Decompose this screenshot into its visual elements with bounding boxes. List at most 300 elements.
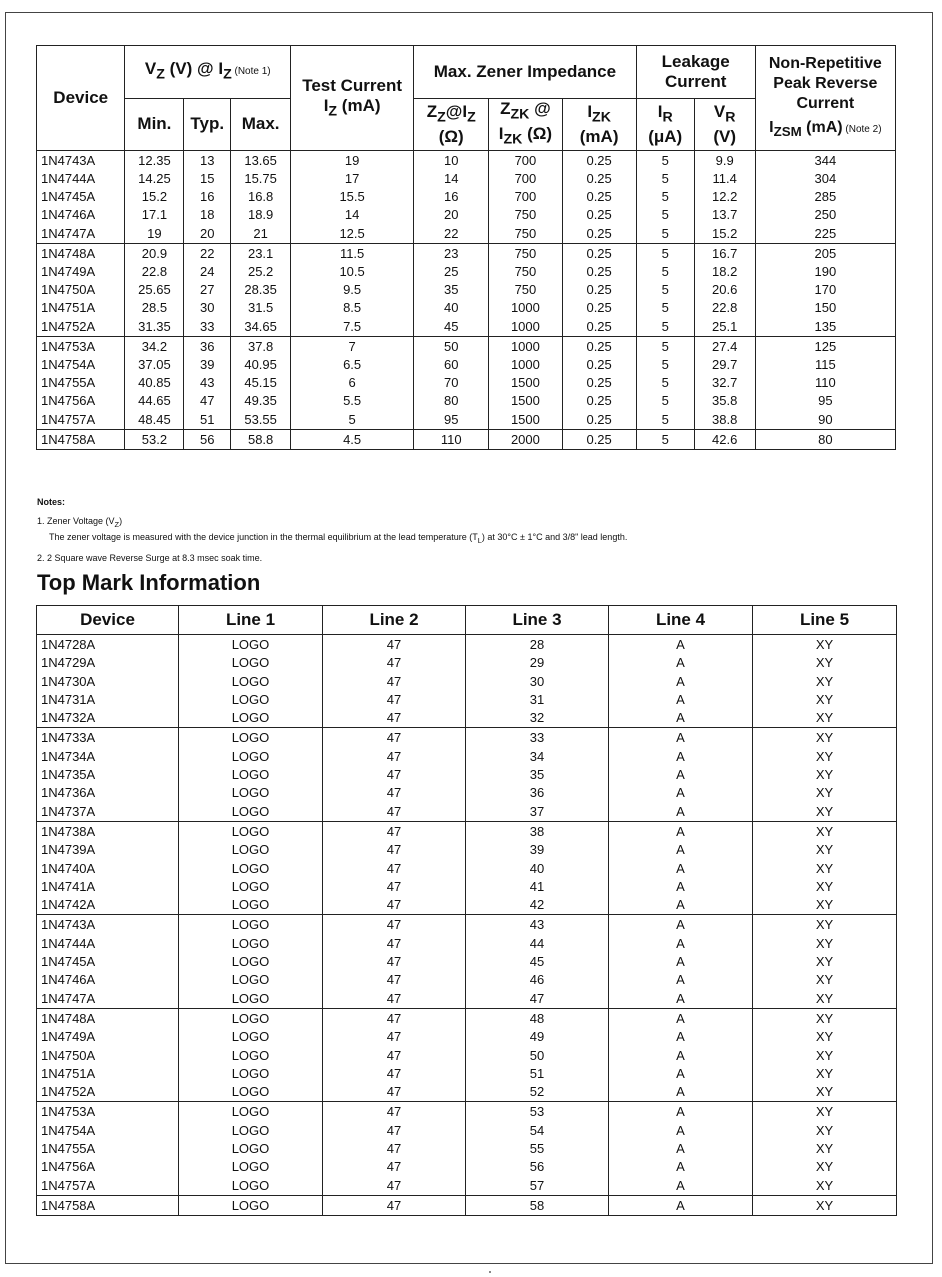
- cell-value: 1N4748A: [41, 245, 96, 261]
- mark-row-group: [37, 635, 897, 728]
- mark-cell-line3: [466, 1195, 609, 1215]
- mark-cell-line5: [753, 821, 897, 914]
- cell-value: 0.25: [586, 189, 612, 205]
- cell-value: 1N4749A: [41, 264, 96, 279]
- cell-value: XY: [815, 1141, 834, 1157]
- mark-header-line-4: Line 4: [609, 606, 753, 635]
- cell-value: 38: [529, 823, 545, 839]
- cell-max: [231, 243, 291, 336]
- cell-value: 1N4737A: [41, 803, 96, 819]
- cell-value: 47: [386, 1141, 402, 1157]
- cell-value: A: [676, 691, 685, 707]
- cell-value: LOGO: [231, 860, 270, 876]
- mark-cell-line2: [323, 1195, 466, 1215]
- cell-value: A: [676, 673, 685, 689]
- cell-value: 1N4751A: [41, 1065, 96, 1081]
- table-row: [37, 429, 896, 449]
- cell-value: LOGO: [231, 748, 270, 764]
- cell-value: 37.8: [247, 338, 274, 354]
- specs-row-group: [37, 150, 896, 243]
- cell-value: 31.5: [247, 300, 274, 316]
- cell-value: 1N4747A: [41, 990, 96, 1006]
- cell-value: 53: [529, 1104, 545, 1120]
- cell-value: 115: [814, 357, 836, 373]
- cell-value: 47: [386, 637, 402, 652]
- cell-value: 1500: [510, 375, 540, 391]
- cell-value: LOGO: [231, 935, 270, 951]
- cell-value: 1000: [510, 318, 540, 334]
- cell-value: 250: [814, 207, 837, 223]
- cell-value: 28.35: [244, 282, 277, 298]
- header-zz-at-iz: $Z_Z@I_Z$ (Ω): [414, 99, 489, 151]
- cell-value: 15.2: [712, 225, 738, 241]
- cell-value: 750: [514, 207, 537, 223]
- cell-value: 58: [529, 1197, 545, 1213]
- mark-cell-line1: [179, 1195, 323, 1215]
- cell-value: 47: [386, 878, 402, 894]
- cell-zzk: [489, 243, 562, 336]
- cell-value: 21: [253, 225, 268, 241]
- cell-value: 47: [386, 954, 402, 970]
- cell-value: 33: [529, 730, 545, 746]
- cell-value: 52: [529, 1084, 545, 1100]
- cell-value: 10.5: [339, 264, 365, 279]
- cell-value: XY: [815, 673, 834, 689]
- mark-cell-line2: [323, 821, 466, 914]
- cell-min: [125, 429, 184, 449]
- cell-value: 32: [529, 710, 545, 726]
- cell-value: 47: [386, 860, 402, 876]
- cell-value: 42: [529, 897, 545, 913]
- cell-value: A: [676, 1197, 685, 1213]
- cell-value: XY: [815, 1104, 834, 1120]
- cell-value: 1N4741A: [41, 878, 96, 894]
- cell-value: 13.7: [712, 207, 738, 223]
- mark-cell-line4: [609, 1195, 753, 1215]
- cell-value: 19: [344, 152, 360, 168]
- cell-value: 36: [200, 338, 215, 354]
- cell-value: 47: [386, 655, 402, 671]
- cell-value: 53.55: [244, 411, 277, 427]
- cell-value: 5.5: [343, 393, 362, 409]
- mark-cell-line2: [323, 728, 466, 821]
- cell-max: [231, 336, 291, 429]
- mark-cell-line1: [179, 728, 323, 821]
- header-device: Device: [37, 46, 125, 151]
- cell-value: 700: [514, 170, 537, 186]
- mark-cell-line3: [466, 915, 609, 1008]
- cell-value: 47: [386, 1177, 402, 1193]
- cell-value: 1N4731A: [41, 691, 96, 707]
- cell-ir: [636, 429, 694, 449]
- header-test-current: Test Current $I_Z$ (mA): [291, 46, 414, 151]
- cell-zz: [414, 150, 489, 243]
- top-mark-table: [36, 605, 897, 1216]
- cell-value: XY: [815, 1084, 834, 1100]
- cell-value: 1500: [510, 393, 540, 409]
- header-vr: $V_R$ (V): [694, 99, 755, 151]
- cell-value: 5: [661, 375, 669, 391]
- cell-value: 53.2: [141, 431, 168, 447]
- cell-value: 700: [514, 152, 537, 168]
- cell-value: 25.2: [247, 264, 274, 279]
- cell-value: 35.8: [712, 393, 738, 409]
- cell-value: LOGO: [231, 673, 270, 689]
- mark-cell-line3: [466, 1008, 609, 1101]
- cell-min: [125, 243, 184, 336]
- mark-cell-line1: [179, 915, 323, 1008]
- cell-value: XY: [815, 1177, 834, 1193]
- cell-value: 49: [529, 1029, 545, 1045]
- mark-cell-line2: [323, 1102, 466, 1195]
- cell-value: 48: [529, 1010, 545, 1026]
- cell-zz: [414, 336, 489, 429]
- specs-row-group: [37, 336, 896, 429]
- mark-cell-line3: [466, 1102, 609, 1195]
- table-row: [37, 915, 897, 1008]
- cell-value: 46: [529, 972, 545, 988]
- cell-value: 47: [386, 1197, 402, 1213]
- cell-value: 31: [529, 691, 545, 707]
- cell-value: 1N4756A: [41, 393, 96, 409]
- mark-cell-line3: [466, 821, 609, 914]
- cell-value: 38.8: [712, 411, 738, 427]
- cell-value: XY: [815, 878, 834, 894]
- cell-value: 57: [529, 1177, 545, 1193]
- cell-value: 1N4744A: [41, 170, 96, 186]
- cell-value: 110: [440, 431, 462, 447]
- cell-value: 20: [443, 207, 459, 223]
- cell-value: 14: [443, 170, 459, 186]
- cell-min: [125, 150, 184, 243]
- specs-table-header: [37, 46, 896, 151]
- cell-izk: [562, 429, 636, 449]
- cell-value: 47: [386, 990, 402, 1006]
- cell-value: 47: [386, 897, 402, 913]
- cell-izk: [562, 243, 636, 336]
- cell-value: 1N4751A: [41, 300, 96, 316]
- cell-value: 1N4757A: [41, 411, 96, 427]
- cell-value: 6: [348, 375, 356, 391]
- cell-value: A: [676, 710, 685, 726]
- cell-value: 1N4756A: [41, 1159, 96, 1175]
- cell-value: A: [676, 823, 685, 839]
- cell-value: 47: [386, 972, 402, 988]
- cell-value: 47: [386, 673, 402, 689]
- cell-value: 23: [443, 245, 459, 261]
- cell-value: LOGO: [231, 917, 270, 933]
- cell-value: 28.5: [141, 300, 168, 316]
- table-row: [37, 336, 896, 429]
- cell-zzk: [489, 150, 562, 243]
- cell-value: 34.65: [244, 318, 277, 334]
- cell-value: 1N4755A: [41, 375, 96, 391]
- header-leakage-current: Leakage Current: [636, 46, 755, 99]
- cell-value: 7: [348, 338, 356, 354]
- cell-value: 5: [661, 282, 669, 298]
- cell-vr: [694, 243, 755, 336]
- cell-value: 34: [529, 748, 545, 764]
- cell-value: 5: [661, 170, 669, 186]
- cell-value: A: [676, 1065, 685, 1081]
- cell-value: 47: [386, 803, 402, 819]
- cell-value: 5: [661, 338, 669, 354]
- cell-value: 45.15: [244, 375, 277, 391]
- header-ir: $I_R$ (μA): [636, 99, 694, 151]
- cell-value: 14.25: [138, 170, 171, 186]
- cell-value: 36: [529, 785, 545, 801]
- cell-value: 1N4746A: [41, 207, 96, 223]
- note-1-detail: The zener voltage is measured with the device junction in the thermal equilibrium at the lead temperature $(T_L)$ at 30°C ± 1°C and 3/8" lead length.: [49, 531, 628, 545]
- cell-value: 12.35: [138, 152, 171, 168]
- cell-izsm: [755, 150, 895, 243]
- header-vz-min: Min.: [125, 99, 184, 151]
- cell-value: 700: [514, 189, 537, 205]
- cell-value: 54: [529, 1122, 545, 1138]
- mark-cell-line5: [753, 1102, 897, 1195]
- cell-value: 58.8: [247, 431, 274, 447]
- mark-header-device: Device: [37, 606, 179, 635]
- cell-device: [37, 429, 125, 449]
- mark-cell-device: [37, 1008, 179, 1101]
- cell-value: 33: [200, 318, 215, 334]
- cell-value: 225: [814, 225, 837, 241]
- cell-value: 344: [814, 152, 837, 168]
- cell-value: 5: [661, 431, 669, 447]
- cell-zzk: [489, 336, 562, 429]
- cell-value: 60: [443, 357, 459, 373]
- cell-value: 30: [529, 673, 545, 689]
- cell-value: XY: [815, 637, 834, 652]
- cell-value: 0.25: [586, 170, 612, 186]
- cell-value: 1N4745A: [41, 189, 96, 205]
- top-mark-title: Top Mark Information: [37, 570, 261, 595]
- cell-value: A: [676, 990, 685, 1006]
- cell-value: 5: [661, 189, 669, 205]
- mark-cell-device: [37, 915, 179, 1008]
- cell-value: 42.6: [712, 431, 738, 447]
- cell-zzk: [489, 429, 562, 449]
- cell-value: LOGO: [231, 730, 270, 746]
- cell-value: A: [676, 972, 685, 988]
- cell-value: 1N4758A: [41, 1197, 96, 1213]
- mark-cell-line4: [609, 635, 753, 728]
- cell-value: 47: [386, 785, 402, 801]
- table-row: [37, 1195, 897, 1215]
- cell-value: LOGO: [231, 1029, 270, 1045]
- cell-value: XY: [815, 990, 834, 1006]
- cell-value: LOGO: [231, 1010, 270, 1026]
- cell-izsm: [755, 336, 895, 429]
- cell-value: 5: [348, 411, 356, 427]
- header-non-repetitive-peak-reverse-current: Non-Repetitive Peak Reverse Current $I_{ZSM}$ (mA) (Note 2): [755, 46, 895, 151]
- cell-value: 1N4753A: [41, 338, 96, 354]
- cell-value: 1N4742A: [41, 897, 96, 913]
- note-2: 2. 2 Square wave Reverse Surge at 8.3 msec soak time.: [37, 552, 263, 563]
- mark-cell-line4: [609, 728, 753, 821]
- cell-value: A: [676, 1177, 685, 1193]
- cell-typ: [184, 336, 231, 429]
- cell-value: 44.65: [138, 393, 171, 409]
- cell-value: 20.6: [712, 282, 738, 298]
- cell-value: LOGO: [231, 691, 270, 707]
- mark-cell-line4: [609, 821, 753, 914]
- cell-value: 70: [443, 375, 459, 391]
- cell-value: 12.5: [339, 225, 365, 241]
- cell-value: A: [676, 785, 685, 801]
- cell-value: 23.1: [247, 245, 274, 261]
- cell-value: 6.5: [343, 357, 362, 373]
- cell-value: 47: [386, 842, 402, 858]
- cell-value: 49.35: [244, 393, 277, 409]
- cell-value: 1N4730A: [41, 673, 96, 689]
- cell-value: 15.5: [339, 189, 365, 205]
- cell-value: 90: [818, 411, 833, 427]
- cell-value: 1N4744A: [41, 935, 96, 951]
- table-row: [37, 821, 897, 914]
- cell-value: XY: [815, 1047, 834, 1063]
- mark-cell-device: [37, 821, 179, 914]
- cell-value: LOGO: [231, 990, 270, 1006]
- cell-value: 0.25: [586, 300, 612, 316]
- cell-value: 1N4754A: [41, 357, 96, 373]
- cell-value: 2000: [510, 431, 540, 447]
- cell-value: XY: [815, 823, 834, 839]
- cell-value: 40: [443, 300, 459, 316]
- cell-value: 30: [200, 300, 215, 316]
- cell-value: 80: [443, 393, 459, 409]
- cell-value: 32.7: [712, 375, 738, 391]
- cell-value: A: [676, 954, 685, 970]
- cell-value: 51: [200, 411, 215, 427]
- cell-value: 14: [344, 207, 360, 223]
- cell-device: [37, 243, 125, 336]
- mark-cell-device: [37, 1102, 179, 1195]
- cell-value: 47: [386, 917, 402, 933]
- cell-value: 47: [386, 1159, 402, 1175]
- cell-value: 47: [386, 1047, 402, 1063]
- cell-device: [37, 336, 125, 429]
- cell-value: A: [676, 803, 685, 819]
- cell-value: 1N4749A: [41, 1029, 96, 1045]
- cell-value: LOGO: [231, 1177, 270, 1193]
- cell-value: 47: [200, 393, 215, 409]
- cell-value: XY: [815, 655, 834, 671]
- cell-value: XY: [815, 1159, 834, 1175]
- mark-cell-line4: [609, 1008, 753, 1101]
- mark-header-line-1: Line 1: [179, 606, 323, 635]
- cell-value: 48.45: [138, 411, 171, 427]
- cell-vr: [694, 429, 755, 449]
- cell-value: 41: [529, 878, 545, 894]
- cell-value: 43: [529, 917, 545, 933]
- mark-cell-line5: [753, 1008, 897, 1101]
- cell-value: 45: [529, 954, 545, 970]
- cell-value: LOGO: [231, 972, 270, 988]
- cell-value: XY: [815, 767, 834, 783]
- cell-value: 45: [443, 318, 459, 334]
- mark-cell-line5: [753, 635, 897, 728]
- cell-value: 35: [443, 282, 459, 298]
- cell-value: A: [676, 748, 685, 764]
- cell-value: A: [676, 935, 685, 951]
- cell-value: 47: [386, 691, 402, 707]
- cell-value: 0.25: [586, 245, 612, 261]
- cell-value: 47: [386, 1010, 402, 1026]
- cell-value: 1000: [510, 300, 540, 316]
- header-max-zener-impedance: Max. Zener Impedance: [414, 46, 637, 99]
- cell-value: XY: [815, 1197, 834, 1213]
- cell-value: 22.8: [712, 300, 738, 316]
- cell-value: 47: [386, 1104, 402, 1120]
- cell-value: 47: [529, 990, 545, 1006]
- cell-value: 5: [661, 357, 669, 373]
- cell-value: 55: [529, 1141, 545, 1157]
- cell-value: LOGO: [231, 1122, 270, 1138]
- cell-value: 15.2: [141, 189, 168, 205]
- cell-value: 0.25: [586, 282, 612, 298]
- cell-value: A: [676, 842, 685, 858]
- cell-value: XY: [815, 691, 834, 707]
- cell-value: XY: [815, 954, 834, 970]
- cell-value: 190: [814, 264, 837, 279]
- cell-value: 20: [200, 225, 215, 241]
- cell-value: A: [676, 1122, 685, 1138]
- cell-value: 40: [529, 860, 545, 876]
- specs-row-group: [37, 429, 896, 449]
- cell-value: LOGO: [231, 710, 270, 726]
- note-1: 1. Zener Voltage $(V_Z)$: [37, 516, 123, 529]
- cell-value: 750: [514, 282, 537, 298]
- mark-cell-line5: [753, 1195, 897, 1215]
- cell-value: 22: [443, 225, 459, 241]
- cell-value: 8.5: [343, 300, 362, 316]
- mark-cell-line2: [323, 635, 466, 728]
- cell-ir: [636, 150, 694, 243]
- mark-header-line-3: Line 3: [466, 606, 609, 635]
- cell-value: 0.25: [586, 431, 612, 447]
- cell-value: 5: [661, 264, 669, 279]
- mark-cell-line1: [179, 1008, 323, 1101]
- header-zener-voltage: $V_Z$ (V) @ $I_Z$ (Note 1): [125, 46, 291, 99]
- mark-row-group: [37, 728, 897, 821]
- cell-value: 47: [386, 710, 402, 726]
- cell-max: [231, 429, 291, 449]
- cell-value: 19: [147, 225, 162, 241]
- cell-value: A: [676, 897, 685, 913]
- cell-value: 27.4: [712, 338, 738, 354]
- cell-value: 18.9: [247, 207, 274, 223]
- cell-value: XY: [815, 1122, 834, 1138]
- mark-cell-line2: [323, 1008, 466, 1101]
- cell-value: 47: [386, 1029, 402, 1045]
- cell-iz: [291, 429, 414, 449]
- cell-value: 5: [661, 245, 669, 261]
- cell-value: 15.75: [244, 170, 277, 186]
- mark-cell-line1: [179, 1102, 323, 1195]
- cell-value: 4.5: [343, 431, 362, 447]
- cell-vr: [694, 336, 755, 429]
- cell-value: XY: [815, 1065, 834, 1081]
- cell-value: 1N4732A: [41, 710, 96, 726]
- cell-value: XY: [815, 972, 834, 988]
- cell-value: 25: [443, 264, 459, 279]
- cell-value: 1000: [510, 357, 540, 373]
- cell-value: 1N4750A: [41, 1047, 96, 1063]
- cell-value: 1N4752A: [41, 318, 96, 334]
- notes-title: Notes:: [37, 497, 66, 507]
- cell-value: 5: [661, 225, 669, 241]
